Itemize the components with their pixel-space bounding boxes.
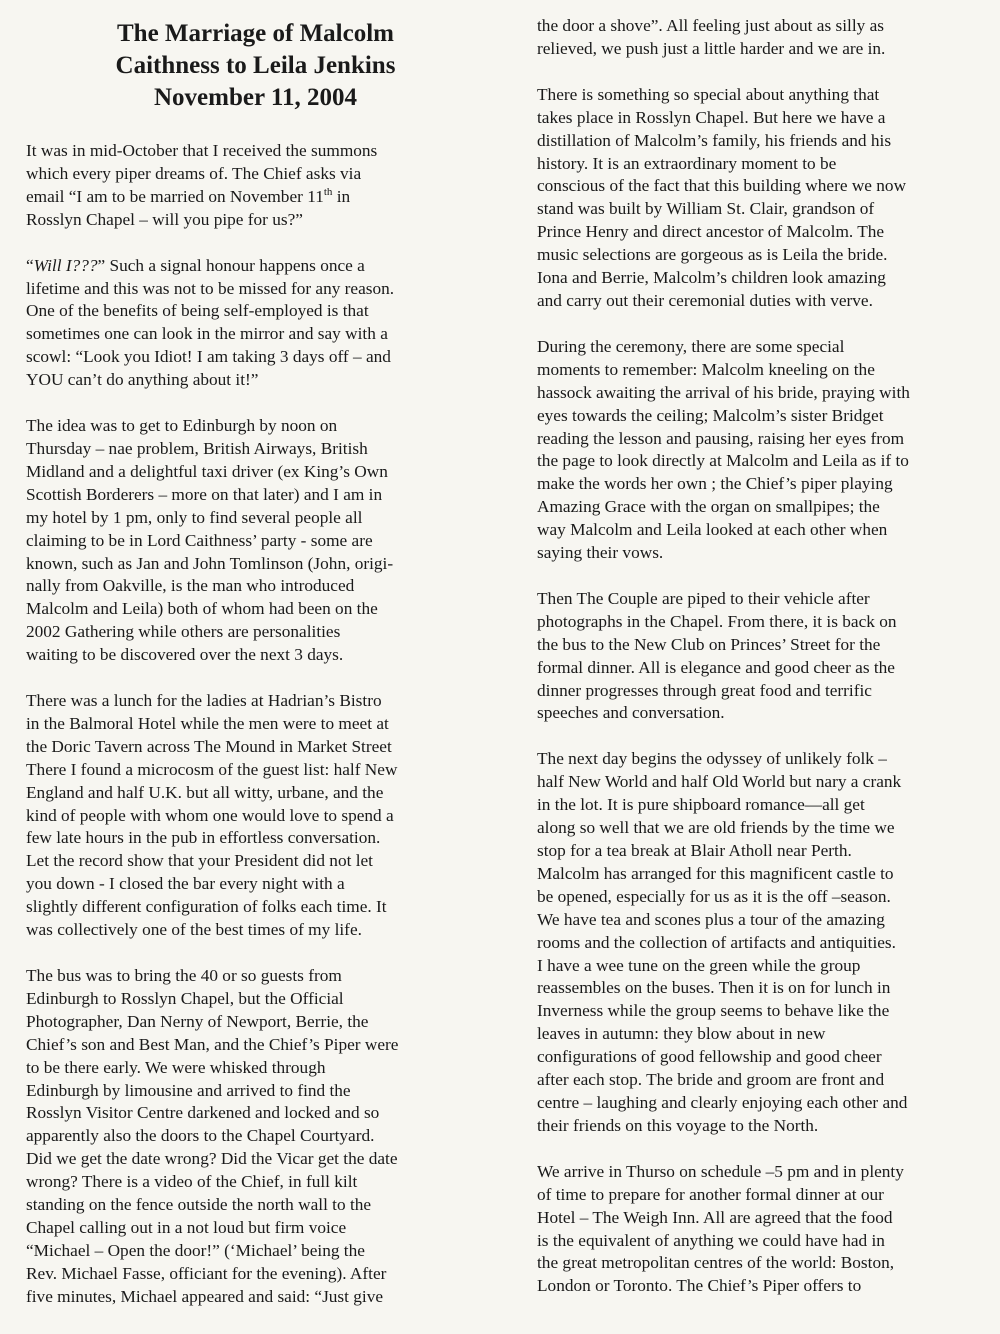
text-line: eyes towards the ceiling; Malcolm’s sister Bridget bbox=[537, 405, 884, 425]
text-line: London or Toronto. The Chief’s Piper offers to bbox=[537, 1276, 862, 1296]
text-line: the page to look directly at Malcolm and Leila as if to bbox=[537, 451, 909, 471]
text-line: the door a shove”. All feeling just about as silly as bbox=[537, 16, 884, 35]
text-line: Inverness while the group seems to behave like the bbox=[537, 1001, 890, 1021]
text-line: waiting to be discovered over the next 3 days. bbox=[26, 645, 344, 665]
text-line: kind of people with whom one would love to spend a bbox=[26, 805, 394, 825]
text-line: sometimes one can look in the mirror and say with a bbox=[26, 324, 388, 344]
paragraph-gap bbox=[26, 667, 471, 690]
paragraph-gap bbox=[26, 942, 471, 965]
paragraph bbox=[537, 84, 972, 313]
text-line: relieved, we push just a little harder and we are in. bbox=[537, 38, 886, 58]
superscript-tail: in bbox=[332, 186, 351, 206]
text-line: apparently also the doors to the Chapel Courtyard. bbox=[26, 1126, 375, 1146]
text-line: you down - I closed the bar every night with a bbox=[26, 874, 345, 894]
text-line: claiming to be in Lord Caithness’ party - some are bbox=[26, 530, 373, 550]
paragraph bbox=[26, 965, 471, 1309]
text-line: Photographer, Dan Nerny of Newport, Berrie, the bbox=[26, 1011, 369, 1031]
text-line: scowl: “Look you Idiot! I am taking 3 days off – and bbox=[26, 347, 391, 367]
text-line: Rev. Michael Fasse, officiant for the evening). After bbox=[26, 1263, 387, 1283]
paragraph bbox=[537, 15, 972, 61]
text-line: Malcolm and Leila) both of whom had been on the bbox=[26, 599, 378, 619]
paragraph-gap bbox=[26, 232, 471, 255]
text-line: Scottish Borderers – more on that later) and I am in bbox=[26, 484, 383, 504]
text-line: my hotel by 1 pm, only to find several people all bbox=[26, 507, 363, 527]
text-line: standing on the fence outside the north wall to the bbox=[26, 1195, 372, 1215]
text-line: email “I am to be married on November 11th in bbox=[26, 186, 351, 206]
text-line: hassock awaiting the arrival of his bride, praying with bbox=[537, 382, 910, 402]
text-line: stand was built by William St. Clair, grandson of bbox=[537, 199, 875, 219]
text-line: way Malcolm and Leila looked at each other when bbox=[537, 520, 888, 540]
text-line: along so well that we are old friends by the time we bbox=[537, 818, 895, 838]
paragraph bbox=[26, 415, 471, 667]
text-line: There is something so special about anything that bbox=[537, 84, 880, 104]
text-line: The bus was to bring the 40 or so guests from bbox=[26, 966, 342, 985]
text-line: Amazing Grace with the organ on smallpipes; the bbox=[537, 497, 880, 517]
text-line: to be there early. We were whisked through bbox=[26, 1057, 326, 1077]
text-line: which every piper dreams of. The Chief asks via bbox=[26, 163, 362, 183]
text-line: takes place in Rosslyn Chapel. But here we have a bbox=[537, 107, 886, 127]
text-line: half New World and half Old World but nary a crank bbox=[537, 772, 902, 792]
paragraph-gap bbox=[537, 313, 972, 336]
text-line: “Will I???” Such a signal honour happens once a bbox=[26, 255, 365, 275]
paragraph-gap bbox=[537, 1138, 972, 1161]
text-line: and carry out their ceremonial duties with verve. bbox=[537, 290, 873, 310]
text-line: reassembles on the buses. Then it is on for lunch in bbox=[537, 978, 891, 998]
text-line: We arrive in Thurso on schedule –5 pm and in plenty bbox=[537, 1161, 904, 1181]
text-line: Edinburgh to Rosslyn Chapel, but the Official bbox=[26, 988, 344, 1008]
text-line: Hotel – The Weigh Inn. All are agreed that the food bbox=[537, 1207, 893, 1227]
paragraph bbox=[537, 748, 972, 1137]
text-line: is the equivalent of anything we could have had in bbox=[537, 1230, 885, 1250]
text-line: saying their vows. bbox=[537, 543, 664, 563]
right-column-text bbox=[537, 15, 972, 1298]
text-line: configurations of good fellowship and good cheer bbox=[537, 1047, 882, 1067]
text-line: Chief’s son and Best Man, and the Chief’s Piper were bbox=[26, 1034, 399, 1054]
text-line: few late hours in the pub in effortless conversation. bbox=[26, 828, 381, 848]
italic-phrase: Will I??? bbox=[33, 255, 98, 275]
text-line: Let the record show that your President did not let bbox=[26, 851, 373, 871]
paragraph bbox=[537, 588, 972, 725]
text-line: their friends on this voyage to the North. bbox=[537, 1115, 819, 1135]
text-line: The idea was to get to Edinburgh by noon on bbox=[26, 416, 338, 436]
paragraph bbox=[26, 690, 471, 942]
paragraph bbox=[537, 336, 972, 565]
text-line: in the Balmoral Hotel while the men were to meet at bbox=[26, 713, 389, 733]
left-column bbox=[26, 0, 471, 1309]
text-line: Iona and Berrie, Malcolm’s children look amazing bbox=[537, 268, 886, 288]
text-line: The next day begins the odyssey of unlikely folk – bbox=[537, 749, 887, 769]
text-line: 2002 Gathering while others are personalities bbox=[26, 622, 341, 642]
text-line: Rosslyn Visitor Centre darkened and locked and so bbox=[26, 1103, 380, 1123]
text-line: Then The Couple are piped to their vehicle after bbox=[537, 588, 870, 608]
text-line: the bus to the New Club on Princes’ Street for the bbox=[537, 634, 881, 654]
text-line: after each stop. The bride and groom are front and bbox=[537, 1070, 885, 1090]
text-line: leaves in autumn: they blow about in new bbox=[537, 1024, 826, 1044]
text-line: “Michael – Open the door!” (‘Michael’ being the bbox=[26, 1240, 365, 1260]
paragraph bbox=[26, 140, 471, 232]
text-line: Malcolm has arranged for this magnificent castle to bbox=[537, 863, 894, 883]
text-line: YOU can’t do anything about it!” bbox=[26, 370, 259, 390]
left-column-text bbox=[26, 140, 471, 1309]
text-line: the Doric Tavern across The Mound in Market Street bbox=[26, 736, 392, 756]
text-line: slightly different configuration of folks each time. It bbox=[26, 897, 387, 917]
text-line: lifetime and this was not to be missed for any reason. bbox=[26, 278, 395, 298]
paragraph-gap bbox=[537, 565, 972, 588]
text-line: There was a lunch for the ladies at Hadrian’s Bistro bbox=[26, 691, 382, 711]
text-line: Did we get the date wrong? Did the Vicar get the date bbox=[26, 1149, 398, 1169]
right-column bbox=[537, 15, 972, 1298]
text-line: make the words her own ; the Chief’s piper playing bbox=[537, 474, 893, 494]
text-line: stop for a tea break at Blair Atholl near Perth. bbox=[537, 841, 852, 860]
text-line: music selections are gorgeous as is Leila the bride. bbox=[537, 245, 888, 265]
text-line: Rosslyn Chapel – will you pipe for us?” bbox=[26, 209, 303, 229]
text-line: Edinburgh by limousine and arrived to find the bbox=[26, 1080, 351, 1100]
text-line: speeches and conversation. bbox=[537, 703, 725, 723]
article-title bbox=[26, 18, 471, 114]
text-line: rooms and the collection of artifacts and antiquities. bbox=[537, 932, 896, 952]
text-line: formal dinner. All is elegance and good cheer as the bbox=[537, 657, 895, 677]
text-line: photographs in the Chapel. From there, it is back on bbox=[537, 611, 897, 631]
text-line: dinner progresses through great food and terrific bbox=[537, 680, 872, 700]
text-line: was collectively one of the best times of my life. bbox=[26, 920, 362, 940]
text-line: five minutes, Michael appeared and said: “Just give bbox=[26, 1286, 384, 1306]
text-line: the great metropolitan centres of the world: Boston, bbox=[537, 1253, 895, 1273]
text-line: During the ceremony, there are some special bbox=[537, 336, 845, 356]
paragraph-gap bbox=[537, 725, 972, 748]
text-line: conscious of the fact that this building where we now bbox=[537, 176, 907, 196]
text-line: Prince Henry and direct ancestor of Malcolm. The bbox=[537, 222, 885, 242]
text-line: One of the benefits of being self-employed is that bbox=[26, 301, 369, 321]
text-line: I have a wee tune on the green while the group bbox=[537, 955, 861, 975]
text-line: in the lot. It is pure shipboard romance—all get bbox=[537, 795, 865, 815]
text-line: moments to remember: Malcolm kneeling on the bbox=[537, 359, 875, 379]
text-line: nally from Oakville, is the man who introduced bbox=[26, 576, 355, 596]
title-line: The Marriage of Malcolm bbox=[117, 20, 394, 47]
ordinal-superscript: th bbox=[323, 186, 333, 199]
text-line: centre – laughing and clearly enjoying each other and bbox=[537, 1092, 908, 1112]
title-line: November 11, 2004 bbox=[154, 84, 357, 111]
text-line: It was in mid-October that I received the summons bbox=[26, 141, 378, 160]
paragraph bbox=[537, 1161, 972, 1298]
text-line: distillation of Malcolm’s family, his friends and his bbox=[537, 130, 892, 150]
text-line: There I found a microcosm of the guest list: half New bbox=[26, 759, 398, 779]
paragraph-gap bbox=[537, 61, 972, 84]
text-line: Midland and a delightful taxi driver (ex King’s Own bbox=[26, 461, 388, 481]
text-line: We have tea and scones plus a tour of the amazing bbox=[537, 909, 885, 929]
paragraph bbox=[26, 255, 471, 392]
text-line: known, such as Jan and John Tomlinson (John, origi- bbox=[26, 553, 394, 573]
text-line: history. It is an extraordinary moment to be bbox=[537, 153, 837, 173]
paragraph-gap bbox=[26, 392, 471, 415]
text-line: of time to prepare for another formal dinner at our bbox=[537, 1184, 884, 1204]
text-line: Thursday – nae problem, British Airways, British bbox=[26, 438, 368, 458]
text-line: Chapel calling out in a not loud but firm voice bbox=[26, 1217, 347, 1237]
text-line: be opened, especially for us as it is the off –season. bbox=[537, 886, 891, 906]
text-line: England and half U.K. but all witty, urbane, and the bbox=[26, 782, 384, 802]
text-line: reading the lesson and pausing, raising her eyes from bbox=[537, 428, 905, 448]
text-line: wrong? There is a video of the Chief, in full kilt bbox=[26, 1172, 358, 1192]
title-line: Caithness to Leila Jenkins bbox=[115, 52, 396, 79]
